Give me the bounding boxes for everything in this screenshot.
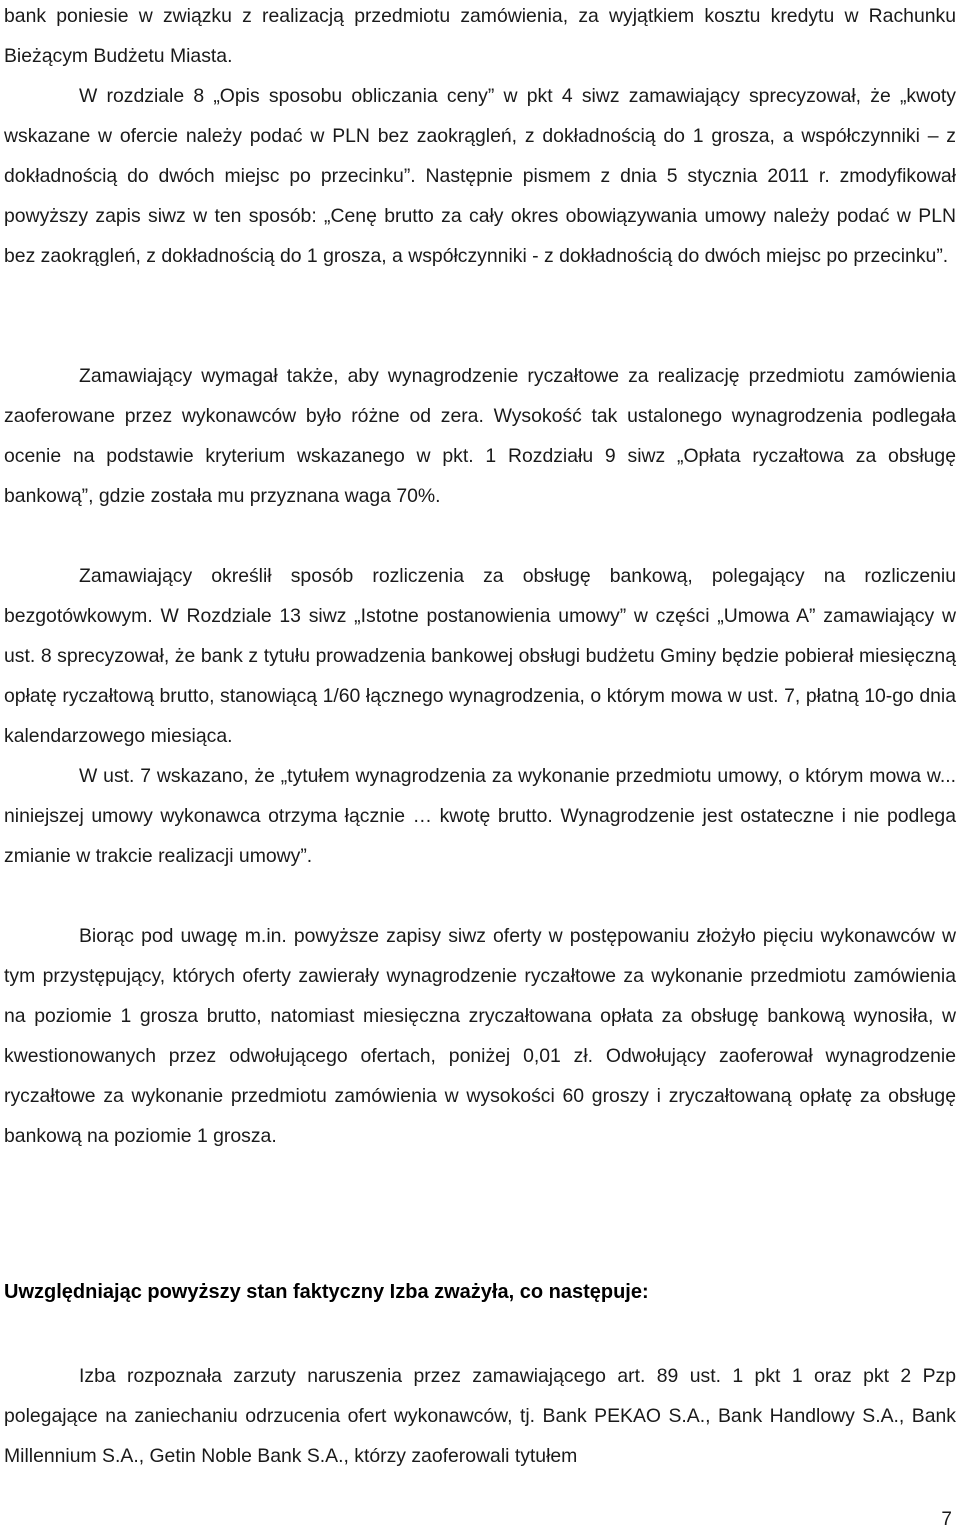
paragraph-ust-7: W ust. 7 wskazano, że „tytułem wynagrodzenia za wykonanie przedmiotu umowy, o którym mowa w... niniejszej umowy wykonawca otrzyma łącznie … kwotę brutto. Wynagrodzenie jest ostateczne i nie podlega zmianie w trakcie realizacji umowy”. <box>4 765 956 867</box>
paragraph-offers-submitted: Biorąc pod uwagę m.in. powyższe zapisy siwz oferty w postępowaniu złożyło pięciu wykonawców w tym przystępujący, których oferty zawierały wynagrodzenie ryczałtowe za wykonanie przedmiotu zamówienia na poziomie 1 grosza brutto, natomiast miesięczna zryczałtowana opłata za obsługę bankową wynosiła, w kwestionowanych przez odwołującego ofertach, poniżej 0,01 zł. Odwołujący zaoferował wynagrodzenie ryczałtowe za wykonanie przedmiotu zamówienia w wysokości 60 groszy i zryczałtowaną opłatę za obsługę bankową na poziomie 1 grosza. <box>4 925 956 1147</box>
paragraph-lump-sum-requirement: Zamawiający wymagał także, aby wynagrodzenie ryczałtowe za realizację przedmiotu zamówienia zaoferowane przez wykonawców było różne od zera. Wysokość tak ustalonego wynagrodzenia podlegała ocenie na podstawie kryterium wskazanego w pkt. 1 Rozdziału 9 siwz „Opłata ryczałtowa za obsługę bankową”, gdzie została mu przyznana waga 70%. <box>4 365 956 507</box>
paragraph-chamber-findings: Izba rozpoznała zarzuty naruszenia przez zamawiającego art. 89 ust. 1 pkt 1 oraz pkt 2 Pzp polegające na zaniechaniu odrzucenia ofert wykonawców, tj. Bank PEKAO S.A., Bank Handlowy S.A., Bank Millennium S.A., Getin Noble Bank S.A., którzy zaoferowali tytułem <box>4 1365 956 1467</box>
paragraph-settlement-method: Zamawiający określił sposób rozliczenia za obsługę bankową, polegający na rozliczeniu bezgotówkowym. W Rozdziale 13 siwz „Istotne postanowienia umowy” w części „Umowa A” zamawiający w ust. 8 sprecyzował, że bank z tytułu prowadzenia bankowej obsługi budżetu Gminy będzie pobierał miesięczną opłatę ryczałtową brutto, stanowiącą 1/60 łącznego wynagrodzenia, o którym mowa w ust. 7, płatną 10-go dnia kalendarzowego miesiąca. <box>4 565 956 747</box>
section-heading: Uwzględniając powyższy stan faktyczny Izba zważyła, co następuje: <box>4 1281 649 1303</box>
paragraph-price-calculation: W rozdziale 8 „Opis sposobu obliczania ceny” w pkt 4 siwz zamawiający sprecyzował, że „kwoty wskazane w ofercie należy podać w PLN bez zaokrągleń, z dokładnością do 1 grosza, a współczynniki – z dokładnością do dwóch miejsc po przecinku”. Następnie pismem z dnia 5 stycznia 2011 r. zmodyfikował powyższy zapis siwz w ten sposób: „Cenę brutto za cały okres obowiązywania umowy należy podać w PLN bez zaokrągleń, z dokładnością do 1 grosza, a współczynniki - z dokładnością do dwóch miejsc po przecinku”. <box>4 85 956 267</box>
paragraph-continuation: bank poniesie w związku z realizacją przedmiotu zamówienia, za wyjątkiem kosztu kredytu w Rachunku Bieżącym Budżetu Miasta. <box>4 5 956 67</box>
page-number: 7 <box>941 1509 952 1530</box>
